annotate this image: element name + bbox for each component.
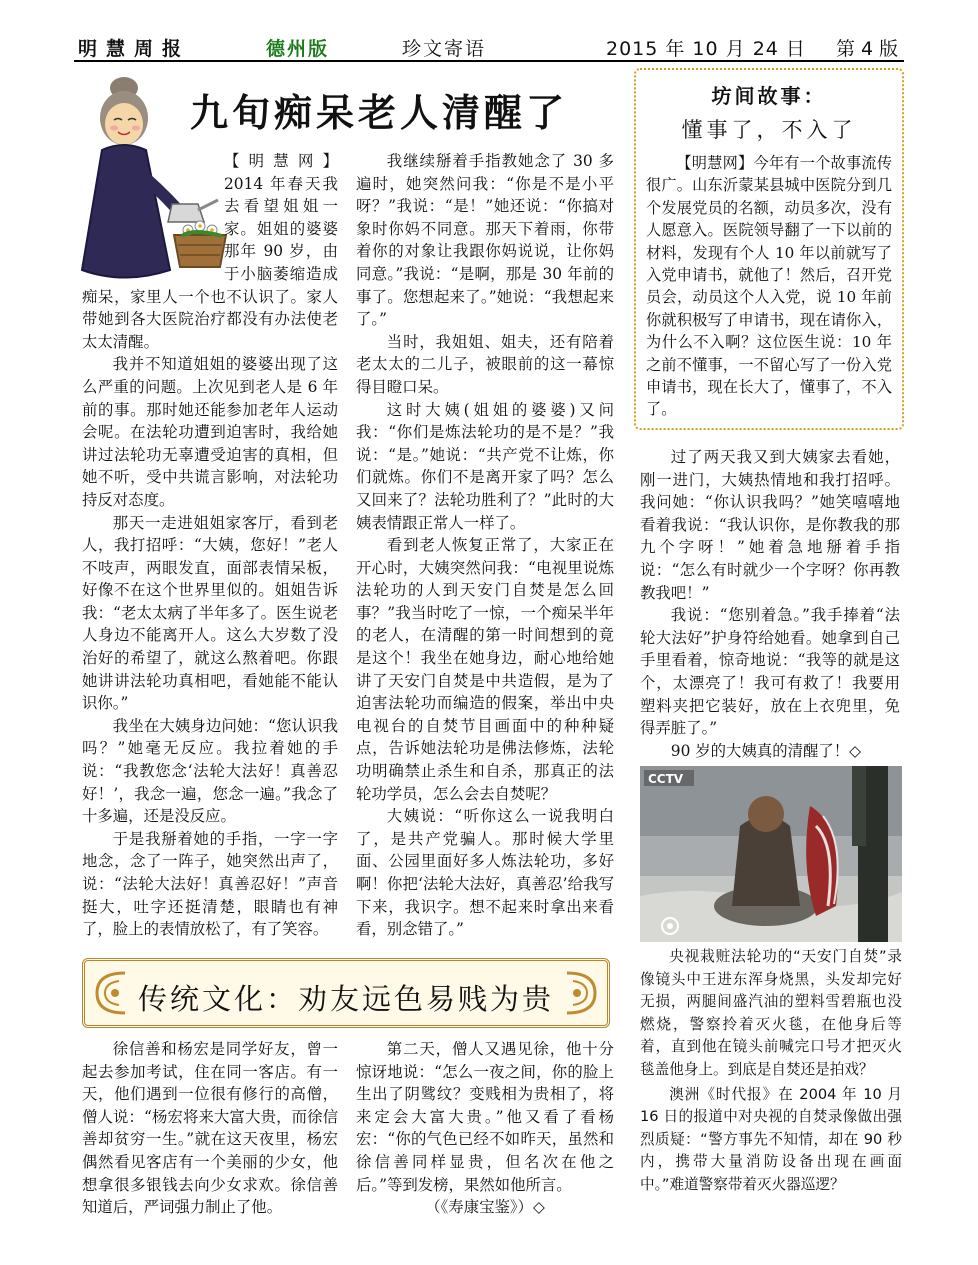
article-paragraph: 于是我掰着她的手指，一字一字地念，念了一阵子，她突然出声了，说：“法轮大法好！真善忍好！”声音挺大，吐字还挺清楚，眼睛也有神了，脸上的表情放松了，有了笑容。 bbox=[82, 829, 338, 939]
caption-paragraph: 央视栽赃法轮功的“天安门自焚”录像镜头中王进东浑身烧黑，头发却完好无损，两腿间盛汽油的塑料雪碧瓶也没燃烧，警察拎着灭火毯，在他身后等着，直到他在镜头前喊完口号才把灭火毯盖他身上。到底是自焚还是拍戏？ bbox=[640, 948, 902, 1078]
cctv-logo: CCTV bbox=[648, 772, 684, 786]
sidebar-story-paragraph: 【明慧网】今年有一个故事流传很广。山东沂蒙某县城中医院分到几个发展党员的名额，动员多次，没有人愿意入。医院领导翻了一下以前的材料，发现有个人 10 年以前就写了入党申请书，就他了！然后，召开党员会，动员这个人入党，说 10 年前你就积极写了申请书，现在请你入，为什么不入啊？这位医生说：10 年之前不懂事，一不留心写了一份入党申请书，现在长大了，懂事了，不入了。 bbox=[646, 154, 892, 419]
article-paragraph: 我并不知道姐姐的婆婆出现了这么严重的问题。上次见到老人是 6 年前的事。那时她还能参加老年人运动会呢。在法轮功遭到迫害时，我给她讲过法轮功无辜遭受迫害的真相，但她不听，受中共谎言影响，对法轮功持反对态度。 bbox=[82, 355, 338, 509]
page-number: 第 4 版 bbox=[836, 38, 899, 60]
article-paragraph: 那天一走进姐姐家客厅，看到老人，我打招呼：“大姨，您好！”老人不吱声，两眼发直，面部表情呆板，好像不在这个世界里似的。姐姐告诉我：“老太太病了半年多了。医生说老人身边不能离开人。这么大岁数了没治好的希望了，就这么熬着吧。你跟她讲讲法轮功真相吧，看她能不能认识你。” bbox=[82, 513, 338, 713]
article-source: （《寿康宝鉴》）◇ bbox=[425, 1198, 545, 1217]
article-paragraph: 第二天，僧人又遇见徐，他十分惊讶地说：“怎么一夜之间，你的脸上生出了阴骘纹？变贱相为贵相了，将来定会大富大贵。”他又看了看杨宏：“你的气色已经不如昨天，虽然和徐信善同样显贵，但名次在他之后。”等到发榜，果然如他所言。 bbox=[356, 1040, 614, 1194]
sidebar-story-box bbox=[634, 68, 904, 430]
paper-name: 明慧周报 bbox=[78, 38, 191, 60]
article-paragraph: 我继续掰着手指教她念了 30 多遍时，她突然问我：“你是不是小平呀？”我说：“是！”她还说：“你搞对象时你妈不同意。那天下着雨，你带着你的对象让我跟你妈说说，让你妈同意。”我说：“是啊，那是 30 年前的事了。您想起来了。”她说：“我想起来了。” bbox=[356, 152, 614, 329]
paragraph-text: 【明慧网】2014 年春天我去看望姐姐一家。姐姐的婆婆那年 90 岁，由于小脑萎缩造成痴呆，家里人一个也不认识了。家人带她到各大医院治疗都没有办法使老太太清醒。 bbox=[82, 152, 338, 351]
edition-label: 德州版 bbox=[266, 38, 330, 60]
culture-column-2 bbox=[356, 1038, 614, 1219]
article-paragraph bbox=[82, 150, 338, 353]
masthead bbox=[74, 32, 904, 62]
article-paragraph: 徐信善和杨宏是同学好友，曾一起去参加考试，住在同一客店。有一天，他们遇到一位很有修行的高僧，僧人说：“杨宏将来大富大贵，而徐信善却贫穷一生。”就在这天夜里，杨宏偶然看见客店有一个美丽的少女，他想拿很多银钱去向少女求欢。徐信善知道后，严词强力制止了他。 bbox=[82, 1040, 338, 1217]
article-paragraph: 大姨说：“听你这么一说我明白了，是共产党骗人。那时候大学里面、公园里面好多人炼法轮功，多好啊！你把‘法轮大法好，真善忍’给我写下来，我识字。想不起来时拿出来看看，别念错了。” bbox=[356, 807, 614, 939]
article-paragraph: 看到老人恢复正常了，大家正在开心时，大姨突然问我：“电视里说炼法轮功的人到天安门自焚是怎么回事？”我当时吃了一惊，一个痴呆半年的老人，在清醒的第一时间想到的竟是这个！我坐在她身边，耐心地给她讲了天安门自焚是中共造假，是为了迫害法轮功而编造的假案，举出中央电视台的自焚节目画面中的种种疑点，告诉她法轮功是佛法修炼，法轮功明确禁止杀生和自杀，那真正的法轮功学员，怎么会去自焚呢？ bbox=[356, 536, 614, 803]
news-photo bbox=[640, 766, 902, 942]
article-paragraph: 我坐在大姨身边问她：“您认识我吗？”她毫无反应。我拉着她的手说：“我教您念‘法轮大法好！真善忍好！’，我念一遍，您念一遍。”我念了十多遍，还是没反应。 bbox=[82, 716, 338, 826]
culture-banner bbox=[82, 958, 610, 1028]
photo-caption bbox=[640, 946, 902, 1197]
article-paragraph: 这时大姨(姐姐的婆婆)又问我：“你们是炼法轮功的是不是？”我说：“是。”她说：“共产党不让炼，你们就炼。你们不是离开家了吗？怎么又回来了？法轮功胜利了？”此时的大姨表情跟正常人一样了。 bbox=[356, 400, 614, 532]
sidebar-story-title: 坊间故事： bbox=[711, 84, 827, 108]
article-paragraph: 当时，我姐姐、姐夫，还有陪着老太太的二儿子，被眼前的这一幕惊得目瞪口呆。 bbox=[356, 332, 614, 396]
issue-date: 2015 年 10 月 24 日 bbox=[606, 38, 806, 60]
culture-banner-title: 传统文化：劝友远色易贱为贵 bbox=[137, 982, 554, 1016]
sidebar-story-body bbox=[646, 152, 892, 421]
article-column-3 bbox=[640, 446, 900, 762]
sidebar-story-subtitle: 懂事了，不入了 bbox=[681, 118, 857, 142]
article-column-2 bbox=[356, 150, 614, 941]
section-label: 珍文寄语 bbox=[402, 38, 487, 60]
caption-paragraph: 澳洲《时代报》在 2004 年 10 月 16 日的报道中对央视的自焚录像做出强烈质疑：“警方事先不知情，却在 90 秒内，携带大量消防设备出现在画面中。”难道警察带着灭火器巡逻？ bbox=[640, 1085, 902, 1193]
article-title: 九旬痴呆老人清醒了 bbox=[190, 91, 569, 135]
culture-column-1 bbox=[82, 1038, 338, 1219]
article-paragraph: 我说：“您别着急。”我手捧着“法轮大法好”护身符给她看。她拿到自己手里看着，惊奇地说：“我等的就是这个，太漂亮了！我可有救了！我要用塑料夹把它装好，放在上衣兜里，免得弄脏了。” bbox=[640, 606, 900, 738]
article-paragraph: 过了两天我又到大姨家去看她，刚一进门，大姨热情地和我打招呼。我问她：“你认识我吗？”她笑嘻嘻地看着我说：“我认识你，是你教我的那九个字呀！”她着急地掰着手指说：“怎么有时就少一个字呀？你再教教我吧！” bbox=[640, 448, 900, 602]
article-column-1 bbox=[82, 150, 338, 941]
ornament-icon bbox=[561, 967, 601, 1019]
article-paragraph: 90 岁的大姨真的清醒了！◇ bbox=[670, 741, 862, 760]
